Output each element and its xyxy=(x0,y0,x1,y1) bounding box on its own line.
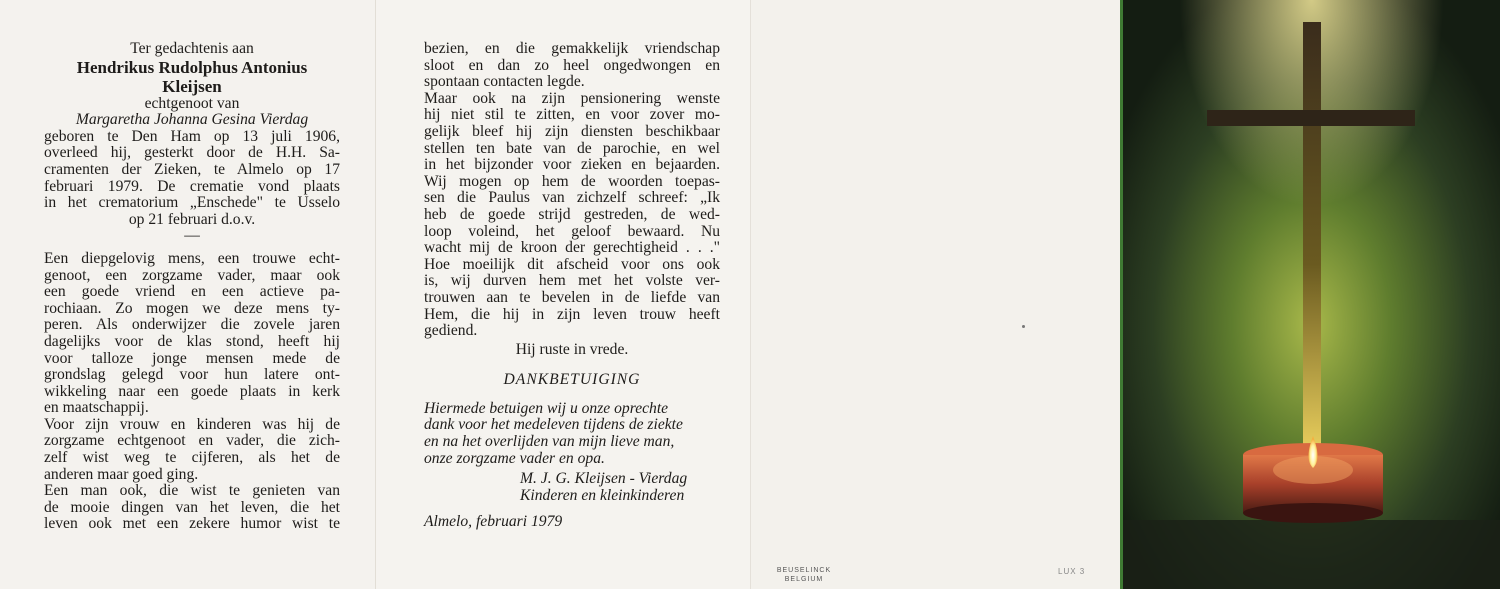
biography-line: overleed hij, gesterkt door de H.H. Sa- xyxy=(44,144,340,162)
obituary-text-left xyxy=(44,41,340,533)
eulogy-line: peren. Als onderwijzer die zovele jaren xyxy=(44,316,340,334)
spouse-name: Margaretha Johanna Gesina Vierdag xyxy=(75,111,309,129)
eulogy-line: loop voleind, het geloof bewaard. Nu xyxy=(424,222,720,240)
eulogy-line: Maar ook na zijn pensionering wenste xyxy=(424,89,720,107)
eulogy-line: wikkeling naar een goede plaats in kerk xyxy=(44,382,340,400)
printer-mark xyxy=(773,566,835,584)
cross-candle-image xyxy=(1123,0,1500,589)
eulogy-line: wacht mij de kroon der gerechtigheid . . ." xyxy=(424,239,720,257)
printer-name: BEUSELINCK xyxy=(776,567,832,574)
eulogy-line: grondslag gelegd voor hun latere ont- xyxy=(44,366,340,384)
printer-country: BELGIUM xyxy=(784,576,824,583)
deceased-name-line2: Kleijsen xyxy=(162,76,222,96)
eulogy-line: Hem, die hij in zijn leven trouw heeft xyxy=(424,305,720,323)
eulogy-line: Een diepgelovig mens, een trouwe echt- xyxy=(44,249,340,267)
eulogy-paragraph-left xyxy=(44,251,340,533)
bio-last-line: op 21 februari d.o.v. xyxy=(128,210,256,228)
eulogy-line: spontaan contacten legde. xyxy=(424,73,585,91)
eulogy-line: rochiaan. Zo mogen we deze mens ty- xyxy=(44,299,340,317)
biography-paragraph xyxy=(44,129,340,212)
place-date: Almelo, februari 1979 xyxy=(424,513,563,531)
biography-line: geboren te Den Ham op 13 juli 1906, xyxy=(44,127,340,145)
cross-horizontal-beam xyxy=(1207,110,1415,126)
thanks-line: dank voor het medeleven tijdens de ziekte xyxy=(424,416,683,434)
biography-line: februari 1979. De crematie vond plaats xyxy=(44,177,340,195)
eulogy-line: zelf wist weg te cijferen, als het de xyxy=(44,449,340,467)
eulogy-line: leven ook met een zekere humor wist te xyxy=(44,515,340,533)
thanks-paragraph xyxy=(424,401,720,467)
eulogy-line: Wij mogen op hem de woorden toepas- xyxy=(424,172,720,190)
eulogy-line: stellen ten bate van de parochie, en wel xyxy=(424,139,720,157)
obituary-text-right xyxy=(424,41,720,531)
thanks-line: Hiermede betuigen wij u onze oprechte xyxy=(424,399,669,417)
left-page xyxy=(0,0,375,589)
eulogy-line: sen die Paulus van zichzelf schreef: „Ik xyxy=(424,189,720,207)
paper-speck xyxy=(1022,325,1025,328)
blank-back-page xyxy=(750,0,1120,589)
rest-in-peace: Hij ruste in vrede. xyxy=(515,340,629,358)
biography-line: in het crematorium „Enschede" te Usselo xyxy=(44,194,340,212)
signature-block xyxy=(424,471,720,504)
eulogy-line: Een man ook, die wist te genieten van xyxy=(44,482,340,500)
eulogy-line: en maatschappij. xyxy=(44,399,149,417)
deceased-name-line1: Hendrikus Rudolphus Antonius xyxy=(76,57,308,77)
eulogy-line: anderen maar goed ging. xyxy=(44,465,199,483)
eulogy-line: trouwen aan te bevelen in de liefde van xyxy=(424,288,720,306)
eulogy-line: sloot en dan zo heel ongedwongen en xyxy=(424,56,720,74)
cross-vertical-beam xyxy=(1303,22,1321,462)
eulogy-line: Voor zijn vrouw en kinderen was hij de xyxy=(44,415,340,433)
signature-line2: Kinderen en kleinkinderen xyxy=(520,486,685,504)
card-code: LUX 3 xyxy=(1058,567,1086,576)
separator-dash: — xyxy=(184,227,200,245)
eulogy-line: een goede vriend en een actieve pa- xyxy=(44,283,340,301)
thanks-heading: DANKBETUIGING xyxy=(503,371,641,389)
eulogy-line: bezien, en die gemakkelijk vriendschap xyxy=(424,40,720,57)
eulogy-paragraph-right xyxy=(424,41,720,340)
intro-text: Ter gedachtenis aan xyxy=(130,40,254,57)
eulogy-line: gediend. xyxy=(424,322,478,340)
spouse-intro: echtgenoot van xyxy=(144,94,240,112)
eulogy-line: genoot, een zorgzame vader, maar ook xyxy=(44,266,340,284)
eulogy-line: is, wij durven hem met het volste ver- xyxy=(424,272,720,290)
eulogy-line: dagelijks voor de klas stond, heeft hij xyxy=(44,332,340,350)
signature-line1: M. J. G. Kleijsen - Vierdag xyxy=(520,470,688,488)
eulogy-line: heb de goede strijd gestreden, de wed- xyxy=(424,205,720,223)
eulogy-line: hij niet stil te zitten, en voor zover mo- xyxy=(424,106,720,124)
cover-image-panel xyxy=(1120,0,1500,589)
eulogy-line: gelijk bleef hij zijn diensten beschikbaar xyxy=(424,122,720,140)
eulogy-line: in het bijzonder voor zieken en bejaarden. xyxy=(424,156,720,174)
thanks-line: onze zorgzame vader en opa. xyxy=(424,449,605,467)
eulogy-line: Hoe moeilijk dit afscheid voor ons ook xyxy=(424,255,720,273)
thanks-line: en na het overlijden van mijn lieve man, xyxy=(424,433,675,451)
biography-line: cramenten der Zieken, te Almelo op 17 xyxy=(44,160,340,178)
eulogy-line: zorgzame echtgenoot en vader, die zich- xyxy=(44,432,340,450)
eulogy-line: voor talloze jonge mensen mede de xyxy=(44,349,340,367)
eulogy-line: de mooie dingen van het leven, die het xyxy=(44,498,340,516)
